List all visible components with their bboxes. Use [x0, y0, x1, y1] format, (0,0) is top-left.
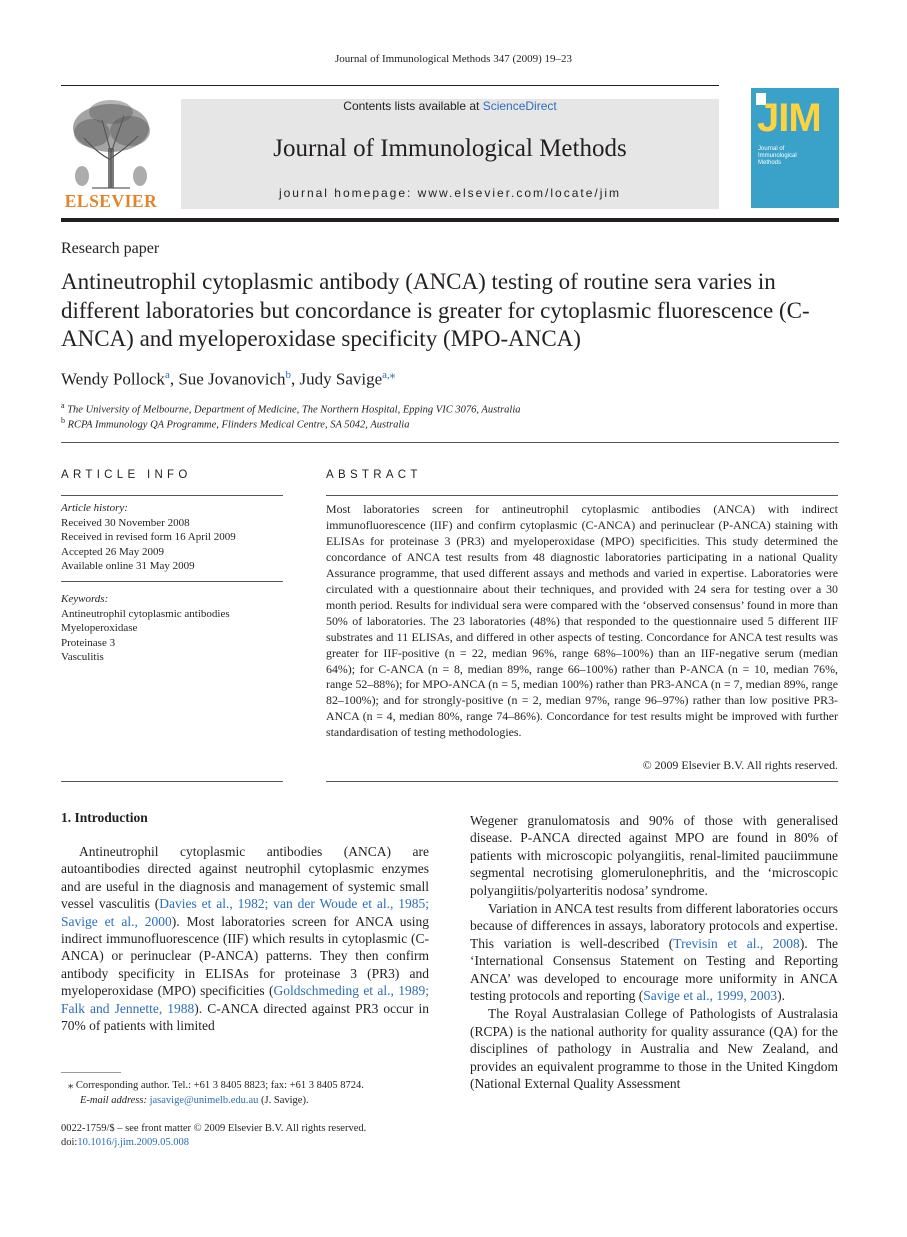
- affiliation-text: The University of Melbourne, Department of Medicine, The Northern Hospital, Epping VIC 3076, Australia: [67, 404, 521, 416]
- header-rule: [61, 85, 719, 86]
- affiliation-text: RCPA Immunology QA Programme, Flinders Medical Centre, SA 5042, Australia: [67, 419, 410, 431]
- abstract-heading: ABSTRACT: [326, 469, 422, 481]
- affiliation-mark: a: [61, 401, 65, 410]
- author-list: [61, 368, 395, 390]
- body-text: ).: [777, 988, 785, 1004]
- history-item: Available online 31 May 2009: [61, 560, 195, 572]
- history-item: Received in revised form 16 April 2009: [61, 531, 236, 543]
- sciencedirect-link[interactable]: ScienceDirect: [482, 99, 557, 113]
- cover-title: JIM: [757, 96, 821, 140]
- history-item: Received 30 November 2008: [61, 516, 190, 529]
- citation-link[interactable]: Goldschmeding et al., 1989; Falk and Jennette, 1988: [61, 983, 429, 1016]
- journal-citation: Journal of Immunological Methods 347 (2009) 19–23: [334, 53, 573, 65]
- author-separator: ,: [169, 369, 179, 389]
- journal-homepage[interactable]: journal homepage: www.elsevier.com/locate/jim: [278, 186, 622, 200]
- author-name: Sue Jovanovich: [178, 369, 286, 389]
- doi-link[interactable]: 10.1016/j.jim.2009.05.008: [77, 1137, 190, 1148]
- affiliation: [61, 416, 409, 431]
- abstract-text: Most laboratories screen for antineutrophil cytoplasmic antibodies (ANCA) with indirect immunofluorescence (IIF) and confirm cytoplasmic (C-ANCA) and perinuclear (P-ANCA) staining with ELISAs for proteinase 3 (PR3) and myeloperoxidase (MPO) specificities. This study determined the concordance of ANCA test results from 48 diagnostic laboratories participating in a national Quality Assurance programme, that used different assays and methods and varied in expertise. Laboratories were circulated with a questionnaire about their techniques, and provided with 24 sera for testing over a 30 month period. Results for individual sera were compared with the ‘observed consensus’ found in more than 50% of laboratories. The 23 laboratories (48%) that responded to the questionnaire used 5 different IIF substrates and 11 ELISAs, and differed in other aspects of testing. Concordance for ANCA test results was greater for IIF-positive (n = 22, median 96%, range 68%–100%) than an IIF-negative serum (median 64%); for C-ANCA (n = 8, median 89%, range 66–100%) rather than P-ANCA (n = 10, median 76%, range 52–88%); for MPO-ANCA (n = 5, median 100%) rather than PR3-ANCA (n = 7, median 89%, range 82–100%); and for strongly-positive (n = 2, median 97%, range 96–97%) rather than low positive PR3-ANCA (n = 4, median 80%, range 74–86%). Concordance for test results might be improved with further standardisation of testing methodologies.: [326, 502, 838, 740]
- body-text: ). The ‘International Consensus Statement on Testing and Reporting ANCA’ was developed to encourage more uniformity in ANCA testing protocols and reporting (: [470, 935, 839, 1004]
- keywords-label: Keywords:: [61, 593, 109, 605]
- author-name: Wendy Pollock: [61, 369, 165, 389]
- body-paragraph: [470, 900, 838, 1004]
- abstract-copyright: © 2009 Elsevier B.V. All rights reserved.: [642, 758, 838, 772]
- corresponding-author-note: ⁎ Corresponding author. Tel.: +61 3 8405 8823; fax: +61 3 8405 8724.: [68, 1080, 364, 1091]
- body-text: ). C-ANCA directed against PR3 occur in 70% of patients with limited: [61, 1000, 429, 1034]
- email-label: E-mail address:: [80, 1095, 147, 1106]
- author-separator: ,: [291, 369, 300, 389]
- abstract-bottom-rule: [326, 781, 838, 782]
- issn-line: 0022-1759/$ – see front matter © 2009 Elsevier B.V. All rights reserved.: [61, 1123, 367, 1134]
- article-info-bottom-rule: [61, 781, 283, 782]
- article-history: [61, 501, 236, 574]
- header-thick-rule: [61, 218, 839, 222]
- article-info-heading: ARTICLE INFO: [61, 469, 192, 481]
- article-title: Antineutrophil cytoplasmic antibody (ANCA) testing of routine sera varies in different laboratories but concordance is greater for cytoplasmic fluorescence (C-ANCA) and myeloperoxidase specificity (MPO-ANCA): [61, 269, 810, 351]
- journal-title: Journal of Immunological Methods: [273, 135, 627, 162]
- affiliation: [61, 401, 521, 416]
- author-affiliation-mark[interactable]: a,⁎: [382, 369, 396, 381]
- keyword: Antineutrophil cytoplasmic antibodies: [61, 607, 230, 620]
- body-text: Variation in ANCA test results from different laboratories occurs because of differences in assays, laboratory protocols and expertise. This variation is well-described (: [470, 901, 838, 951]
- affiliation-mark: b: [61, 416, 65, 425]
- email-note: [80, 1094, 309, 1109]
- keyword: Vasculitis: [61, 651, 104, 663]
- author-affiliation-mark[interactable]: b: [285, 369, 292, 381]
- citation-link[interactable]: Savige et al., 1999, 2003: [643, 988, 778, 1004]
- affiliation-rule: [61, 442, 839, 443]
- article-type: Research paper: [61, 240, 160, 257]
- doi-prefix: doi:: [61, 1137, 78, 1148]
- body-left-column: [61, 843, 429, 1034]
- section-heading: 1. Introduction: [61, 810, 148, 825]
- contents-prefix: Contents lists available at: [343, 99, 483, 113]
- journal-banner: [181, 99, 719, 209]
- keywords-rule: [61, 581, 283, 582]
- body-text: Antineutrophil cytoplasmic antibodies (ANCA) are autoantibodies directed against neutrophil cytoplasmic enzymes and are useful in the diagnosis and management of systemic small vessel vasculitis (: [61, 844, 429, 912]
- footnote-rule: [61, 1072, 121, 1073]
- citation-link[interactable]: Davies et al., 1982; van der Woude et al., 1985; Savige et al., 2000: [61, 896, 429, 929]
- body-paragraph: Wegener granulomatosis and 90% of those with generalised disease. P-ANCA directed against MPO are found in 80% of patients with microscopic polyangiitis, renal-limited pauciimmune segmental necrotising glomerulonephritis, and the ‘microscopic polyangiitis/polyarteritis nodosa’ syndrome.: [470, 813, 838, 898]
- body-paragraph: The Royal Australasian College of Pathologists of Australasia (RCPA) is the national authority for quality assurance (QA) for the disciplines of pathology in Australia and New Zealand, and provides an equivalent programme to those in the United Kingdom (National External Quality Assessment: [470, 1006, 838, 1092]
- elsevier-tree-logo-icon: [62, 98, 160, 193]
- email-suffix: (J. Savige).: [258, 1095, 309, 1106]
- history-label: Article history:: [61, 502, 128, 514]
- cover-subtitle: Journal of Immunological Methods: [758, 146, 797, 166]
- article-info-rule: [61, 495, 283, 496]
- body-right-column: [470, 812, 838, 1093]
- author-name: Judy Savige: [299, 369, 383, 389]
- body-paragraph: [61, 843, 429, 1034]
- history-item: Accepted 26 May 2009: [61, 545, 164, 558]
- journal-cover: [751, 88, 839, 208]
- body-text: ). Most laboratories screen for ANCA using indirect immunofluorescence (IIF) which results in cytoplasmic (C-ANCA) or perinuclear (P-ANCA) patterns. They then confirm antibody specificity in ELISAs for proteinase 3 (PR3) and myeloperoxidase (MPO) specificities (: [61, 913, 429, 999]
- contents-line: [181, 99, 719, 113]
- elsevier-logo-text: ELSEVIER: [64, 191, 158, 211]
- email-link[interactable]: jasavige@unimelb.edu.au: [149, 1095, 259, 1106]
- doi-line: [61, 1136, 189, 1151]
- keyword: Proteinase 3: [61, 636, 116, 649]
- keywords: [61, 592, 230, 665]
- author-affiliation-mark[interactable]: a: [164, 369, 170, 381]
- citation-link[interactable]: Trevisin et al., 2008: [673, 935, 800, 951]
- abstract-rule: [326, 495, 838, 496]
- keyword: Myeloperoxidase: [61, 622, 138, 634]
